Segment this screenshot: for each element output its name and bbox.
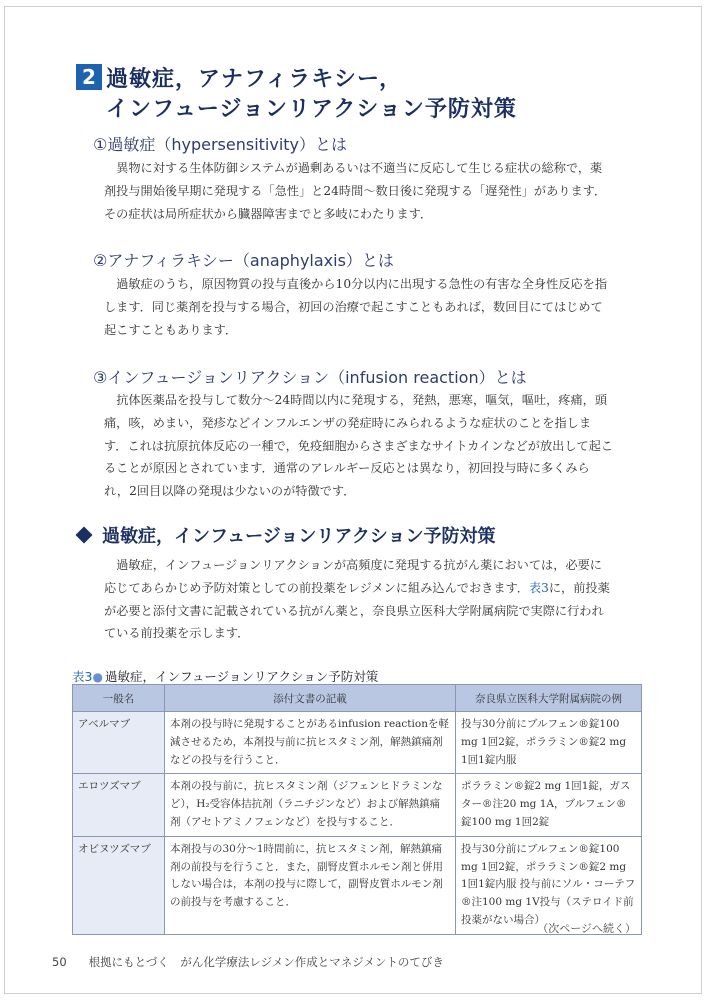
table-caption-title: 過敏症，インフュージョンリアクション予防対策	[104, 669, 379, 684]
drug-name-cell: アベルマブ	[73, 712, 165, 774]
prevention-heading	[76, 522, 495, 548]
table-caption	[72, 667, 378, 685]
section-title-line2: インフュージョンリアクション予防対策	[106, 97, 517, 122]
table-row	[73, 774, 642, 836]
header-hospital-example: 奈良県立医科大学附属病院の例	[456, 685, 642, 712]
header-package-insert: 添付文書の記載	[165, 685, 456, 712]
package-insert-cell: 本剤の投与時に発現することがあるinfusion reactionを軽減させるため，本剤投与前に抗ヒスタミン剤，解熱鎮痛剤などの投与を行うこと．	[165, 712, 456, 774]
prevention-text-after: に，前投薬が必要と添付文書に記載されている抗がん薬と，奈良県立医科大学附属病院で実際に行われている前投薬を示します．	[104, 580, 610, 641]
page-footer	[52, 954, 444, 970]
caption-dot-icon: ●	[92, 670, 103, 684]
premedication-table	[72, 684, 642, 935]
table-row	[73, 712, 642, 774]
table-header-row	[73, 685, 642, 712]
section-title-line1: 過敏症，アナフィラキシー，	[106, 67, 403, 92]
drug-name-cell: エロツズマブ	[73, 774, 165, 836]
package-insert-cell: 本剤の投与前に，抗ヒスタミン剤（ジフェンヒドラミンなど），H₂受容体拮抗剤（ラニチジンなど）および解熱鎮痛剤（アセトアミノフェンなど）を投与すること．	[165, 774, 456, 836]
prevention-text-before: 過敏症，インフュージョンリアクションが高頻度に発現する抗がん薬においては，必要に応じてあらかじめ予防対策としての前投薬をレジメンに組み込んでおきます．	[104, 558, 602, 595]
table-reference-link[interactable]: 表3	[528, 580, 549, 595]
diamond-bullet-icon	[76, 527, 93, 544]
paragraph-hypersensitivity: 異物に対する生体防御システムが過剰あるいは不適当に反応して生じる症状の総称で，薬剤投与開始後早期に発現する「急性」と24時間～数日後に発現する「遅発性」があります．その症状は局所症状から臓器障害までと多岐にわたります．	[104, 161, 607, 221]
hospital-example-cell: 投与30分前にブルフェン®錠100 mg 1回2錠，ポララミン®錠2 mg 1回1錠内服 投与前にソル・コーテフ®注100 mg 1V投与（ステロイド前投薬がない場合）	[456, 836, 642, 934]
package-insert-cell: 本剤投与の30分～1時間前に，抗ヒスタミン剤，解熱鎮痛剤の前投与を行うこと．また，副腎皮質ホルモン剤と併用しない場合は，本剤の投与に際して，副腎皮質ホルモン剤の前投与を考慮すること．	[165, 836, 456, 934]
header-generic-name: 一般名	[73, 685, 165, 712]
table-caption-label: 表3	[72, 669, 93, 684]
paragraph-anaphylaxis: 過敏症のうち，原因物質の投与直後から10分以内に出現する急性の有害な全身性反応を指します．同じ薬剤を投与する場合，初回の治療で起こすこともあれば，数回目にてはじめて起こすこともあります．	[104, 277, 608, 337]
page-number: 50	[52, 955, 67, 969]
hospital-example-cell: 投与30分前にブルフェン®錠100 mg 1回2錠，ポララミン®錠2 mg 1回1錠内服	[456, 712, 642, 774]
book-title: 根拠にもとづく がん化学療法レジメン作成とマネジメントのてびき	[88, 955, 444, 969]
continued-note: （次ページへ続く）	[537, 922, 636, 935]
subsection-heading-infusion-reaction: ③インフュージョンリアクション（infusion reaction）とは	[93, 368, 527, 387]
paragraph-prevention	[104, 554, 614, 645]
hospital-example-cell: ポララミン®錠2 mg 1回1錠，ガスター®注20 mg 1A，ブルフェン®錠100 mg 1回2錠	[456, 774, 642, 836]
paragraph-infusion-reaction: 抗体医薬品を投与して数分～24時間以内に発現する，発熱，悪寒，嘔気，嘔吐，疼痛，頭痛，咳，めまい，発疹などインフルエンザの発症時にみられるような症状のことを指します．これは抗原抗体反応の一種で，免疫細胞からさまざまなサイトカインなどが放出して起こることが原因とされています．通常のアレルギー反応とは異なり，初回投与時に多くみられ，2回目以降の発現は少ないのが特徴です．	[104, 393, 614, 499]
subsection-heading-hypersensitivity: ①過敏症（hypersensitivity）とは	[93, 135, 348, 154]
drug-name-cell: オビヌツズマブ	[73, 836, 165, 934]
prevention-heading-text: 過敏症，インフュージョンリアクション予防対策	[102, 526, 496, 547]
subsection-heading-anaphylaxis: ②アナフィラキシー（anaphylaxis）とは	[93, 251, 394, 270]
section-number: 2	[76, 64, 102, 90]
